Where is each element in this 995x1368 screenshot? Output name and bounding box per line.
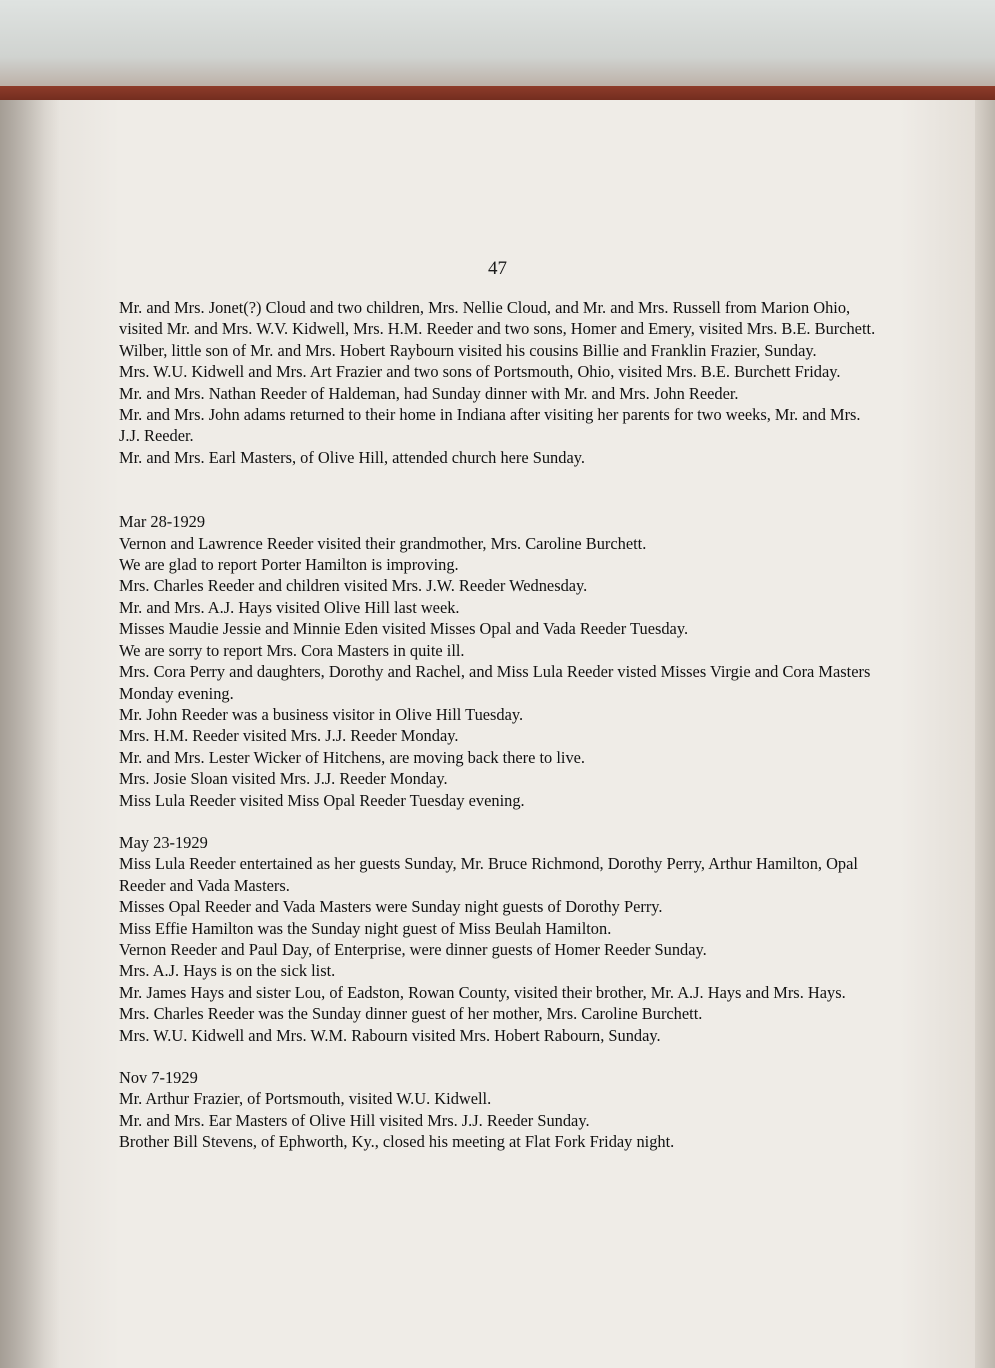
section-date: Nov 7-1929 (119, 1068, 198, 1087)
news-entry: Vernon and Lawrence Reeder visited their grandmother, Mrs. Caroline Burchett. (119, 533, 647, 553)
news-entry: Miss Effie Hamilton was the Sunday night guest of Miss Beulah Hamilton. (119, 918, 612, 938)
news-entry: Mr. and Mrs. Ear Masters of Olive Hill visited Mrs. J.J. Reeder Sunday. (119, 1110, 590, 1130)
news-entry: Mr. and Mrs. John adams returned to their home in Indiana after visiting her parents for two weeks, Mr. and Mrs. J.J. Reeder. (119, 405, 861, 446)
section-date: Mar 28-1929 (119, 512, 206, 532)
news-entry: We are glad to report Porter Hamilton is improving. (119, 555, 459, 575)
section-nov-7-1929 (119, 1067, 879, 1153)
page-number: 47 (488, 258, 507, 279)
news-entry: Misses Maudie Jessie and Minnie Eden visited Misses Opal and Vada Reeder Tuesday. (119, 619, 689, 639)
news-entry: Mrs. W.U. Kidwell and Mrs. W.M. Rabourn visited Mrs. Hobert Rabourn, Sunday. (119, 1025, 661, 1045)
section-mar-28-1929 (119, 511, 879, 811)
news-entry: Mr. and Mrs. A.J. Hays visited Olive Hill last week. (119, 597, 460, 617)
news-entry: Miss Lula Reeder visited Miss Opal Reeder Tuesday evening. (119, 790, 525, 810)
section-untitled (119, 297, 879, 468)
news-entry: Misses Opal Reeder and Vada Masters were Sunday night guests of Dorothy Perry. (119, 897, 663, 917)
news-entry: Mr. James Hays and sister Lou, of Eadston, Rowan County, visited their brother, Mr. A.J. Hays and Mrs. Hays. (119, 982, 846, 1002)
news-entry: Wilber, little son of Mr. and Mrs. Hobert Raybourn visited his cousins Billie and Franklin Frazier, Sunday. (119, 340, 817, 360)
gutter-shadow (0, 100, 60, 1368)
news-entry: Mrs. A.J. Hays is on the sick list. (119, 961, 336, 981)
news-entry: Mr. and Mrs. Earl Masters, of Olive Hill, attended church here Sunday. (119, 447, 585, 467)
news-entry: Vernon Reeder and Paul Day, of Enterprise, were dinner guests of Homer Reeder Sunday. (119, 939, 707, 959)
background-surface (0, 0, 995, 95)
news-entry: Mr. and Mrs. Jonet(?) Cloud and two children, Mrs. Nellie Cloud, and Mr. and Mrs. Russell from Marion Ohio, visited Mr. and Mrs. W.V. Kidwell, Mrs. H.M. Reeder and two sons, Homer and Emery, visited Mrs. B.E. Burchett. (119, 298, 876, 339)
page-content (119, 297, 879, 1153)
news-entry: Miss Lula Reeder entertained as her guests Sunday, Mr. Bruce Richmond, Dorothy Perry, Arthur Hamilton, Opal Reeder and Vada Masters. (119, 854, 858, 895)
news-entry: Mrs. Charles Reeder and children visited Mrs. J.W. Reeder Wednesday. (119, 576, 588, 596)
section-date: May 23-1929 (119, 832, 208, 852)
page-edge (975, 100, 995, 1368)
news-entry: Mr. and Mrs. Nathan Reeder of Haldeman, had Sunday dinner with Mr. and Mrs. John Reeder. (119, 383, 739, 403)
news-entry: Mrs. Charles Reeder was the Sunday dinner guest of her mother, Mrs. Caroline Burchett. (119, 1004, 703, 1024)
news-entry: Mrs. Josie Sloan visited Mrs. J.J. Reeder Monday. (119, 769, 448, 789)
news-entry: Mrs. W.U. Kidwell and Mrs. Art Frazier and two sons of Portsmouth, Ohio, visited Mrs. B.E. Burchett Friday. (119, 362, 841, 382)
news-entry: Mr. John Reeder was a business visitor in Olive Hill Tuesday. (119, 704, 524, 724)
news-entry: Brother Bill Stevens, of Ephworth, Ky., closed his meeting at Flat Fork Friday night. (119, 1132, 675, 1152)
news-entry: Mrs. H.M. Reeder visited Mrs. J.J. Reeder Monday. (119, 726, 459, 746)
news-entry: Mr. Arthur Frazier, of Portsmouth, visited W.U. Kidwell. (119, 1089, 492, 1109)
section-may-23-1929 (119, 832, 879, 1046)
news-entry: Mrs. Cora Perry and daughters, Dorothy and Rachel, and Miss Lula Reeder visted Misses Virgie and Cora Masters Monday evening. (119, 662, 871, 703)
news-entry: Mr. and Mrs. Lester Wicker of Hitchens, are moving back there to live. (119, 747, 586, 767)
news-entry: We are sorry to report Mrs. Cora Masters in quite ill. (119, 640, 465, 660)
